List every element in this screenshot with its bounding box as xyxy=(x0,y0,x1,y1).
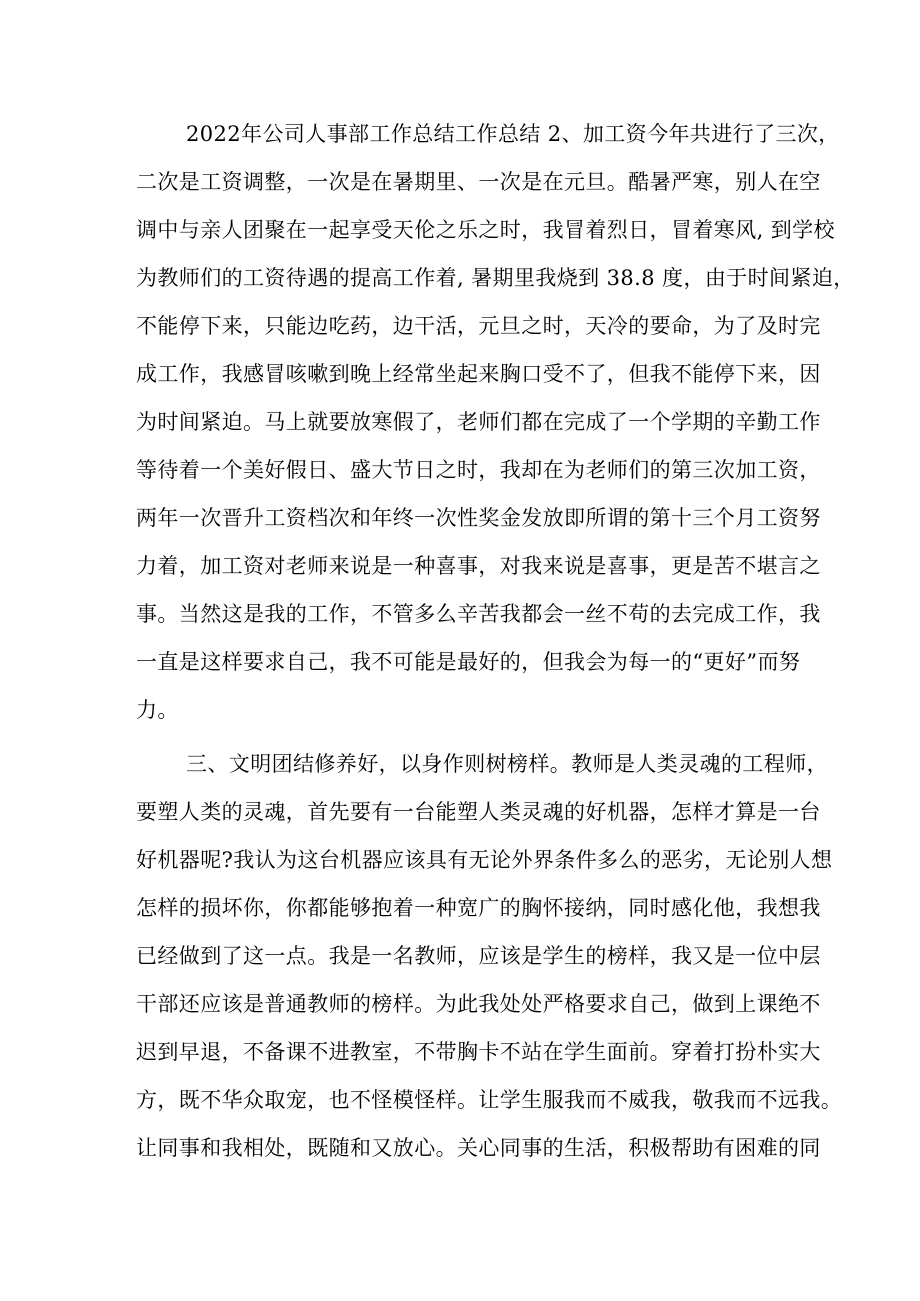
text-line: 迟到早退，不备课不进教室，不带胸卡不站在学生面前。穿着打扮朴实大 xyxy=(136,1040,821,1064)
text-line: 为时间紧迫。马上就要放寒假了，老师们都在完成了一个学期的辛勤工作 xyxy=(136,410,821,434)
text-line: 一直是这样要求自己，我不可能是最好的，但我会为每一的“更好”而努 xyxy=(136,650,801,674)
text-line: 成工作，我感冒咳嗽到晚上经常坐起来胸口受不了，但我不能停下来，因 xyxy=(136,362,821,386)
text-line: 力着，加工资对老师来说是一种喜事，对我来说是喜事，更是苦不堪言之 xyxy=(136,554,821,578)
text-line: 力。 xyxy=(136,698,179,722)
text-line: 已经做到了这一点。我是一名教师，应该是学生的榜样，我又是一位中层 xyxy=(136,944,821,968)
text-line: 等待着一个美好假日、盛大节日之时，我却在为老师们的第三次加工资， xyxy=(136,458,821,482)
text-line: 二次是工资调整，一次是在暑期里、一次是在元旦。酷暑严寒，别人在空 xyxy=(136,170,821,194)
text-line: 方，既不华众取宠，也不怪模怪样。让学生服我而不威我，敬我而不远我。 xyxy=(136,1088,843,1112)
text-line: 为教师们的工资待遇的提高工作着, 暑期里我烧到 38.8 度，由于时间紧迫， xyxy=(136,266,855,290)
text-line: 干部还应该是普通教师的榜样。为此我处处严格要求自己，做到上课绝不 xyxy=(136,992,821,1016)
text-line: 事。当然这是我的工作，不管多么辛苦我都会一丝不苟的去完成工作，我 xyxy=(136,602,821,626)
text-line: 好机器呢?我认为这台机器应该具有无论外界条件多么的恶劣，无论别人想 xyxy=(136,848,833,872)
text-line: 三、文明团结修养好，以身作则树榜样。教师是人类灵魂的工程师， xyxy=(186,752,828,776)
text-line: 让同事和我相处，既随和又放心。关心同事的生活，积极帮助有困难的同 xyxy=(136,1136,821,1160)
text-line: 调中与亲人团聚在一起享受天伦之乐之时，我冒着烈日，冒着寒风, 到学校 xyxy=(136,218,835,242)
text-line: 要塑人类的灵魂，首先要有一台能塑人类灵魂的好机器，怎样才算是一台 xyxy=(136,800,821,824)
text-line: 怎样的损坏你，你都能够抱着一种宽广的胸怀接纳，同时感化他，我想我 xyxy=(136,896,821,920)
text-line: 不能停下来，只能边吃药，边干活，元旦之时，天冷的要命，为了及时完 xyxy=(136,314,821,338)
text-line: 两年一次晋升工资档次和年终一次性奖金发放即所谓的第十三个月工资努 xyxy=(136,506,821,530)
text-line: 2022年公司人事部工作总结工作总结 2、加工资今年共进行了三次， xyxy=(186,122,840,146)
